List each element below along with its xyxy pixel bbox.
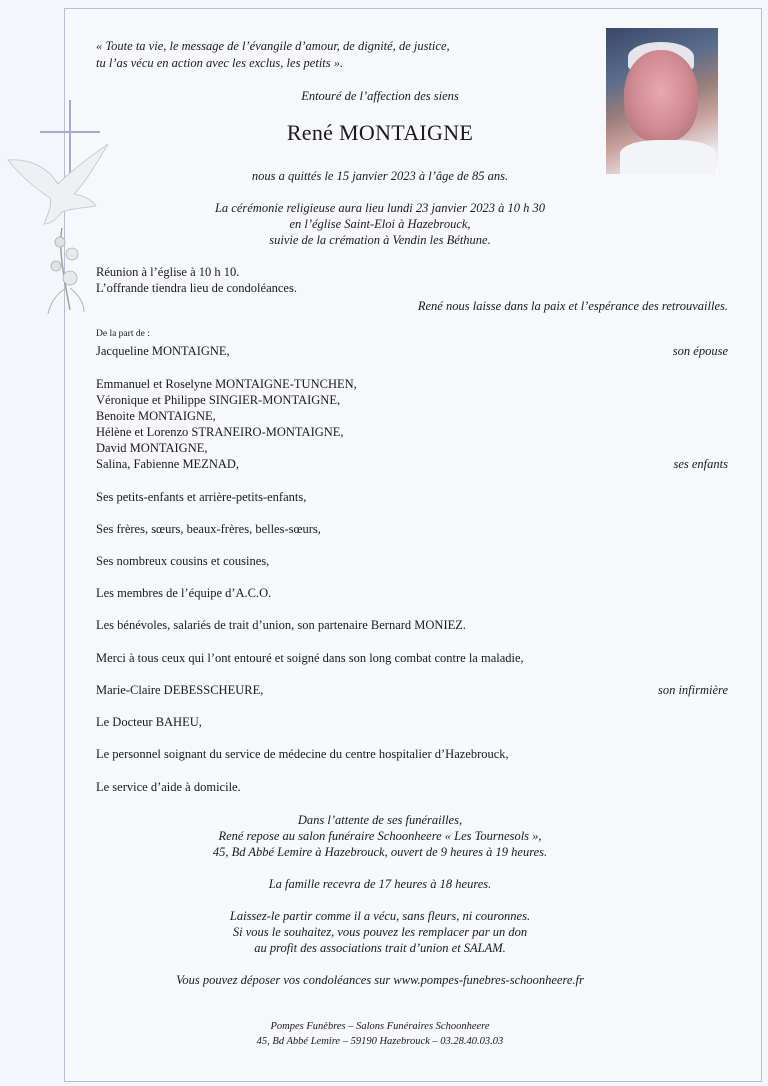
nurse-name: Marie-Claire DEBESSCHEURE,	[96, 683, 264, 697]
family-line: Les membres de l’équipe d’A.C.O.	[96, 586, 272, 600]
spouse-name: Jacqueline MONTAIGNE,	[96, 344, 230, 358]
cross-horizontal	[40, 131, 100, 133]
child-name: Salina, Fabienne MEZNAD,	[96, 457, 240, 471]
thanks-line: Le Docteur BAHEU,	[96, 715, 202, 729]
peace-note: René nous laisse dans la paix et l’espérance des retrouvailles.	[417, 299, 728, 313]
family-line: Ses frères, sœurs, beaux-frères, belles-sœurs,	[96, 522, 321, 536]
ceremony-line-1: La cérémonie religieuse aura lieu lundi 23 janvier 2023 à 10 h 30	[214, 201, 546, 215]
deceased-name: René MONTAIGNE	[286, 120, 474, 145]
thanks-line: Merci à tous ceux qui l’ont entouré et soigné dans son long combat contre la maladie,	[96, 651, 524, 665]
flowers-line-1: Laissez-le partir comme il a vécu, sans fleurs, ni couronnes.	[229, 909, 531, 923]
opening-quote	[96, 38, 516, 72]
death-notice: nous a quittés le 15 janvier 2023 à l’âge de 85 ans.	[251, 169, 509, 183]
thanks-line: Le personnel soignant du service de médecine du centre hospitalier d’Hazebrouck,	[96, 747, 509, 761]
family-line: Ses petits-enfants et arrière-petits-enfants,	[96, 490, 307, 504]
flowers-line-3: au profit des associations trait d’union et SALAM.	[254, 941, 506, 955]
from-label: De la part de :	[96, 329, 150, 339]
ceremony-line-2: en l’église Saint-Eloi à Hazebrouck,	[289, 217, 471, 231]
footer-line-1: Pompes Funèbres – Salons Funéraires Schoonheere	[270, 1021, 490, 1032]
footer-line-2: 45, Bd Abbé Lemire – 59190 Hazebrouck – 03.28.40.03.03	[256, 1036, 504, 1047]
portrait-shirt	[620, 140, 716, 174]
portrait-face	[624, 50, 698, 142]
funeral-line-3: 45, Bd Abbé Lemire à Hazebrouck, ouvert de 9 heures à 19 heures.	[212, 845, 548, 859]
family-receive: La famille recevra de 17 heures à 18 heures.	[268, 877, 492, 891]
child-name: David MONTAIGNE,	[96, 441, 208, 455]
portrait-photo	[606, 28, 718, 174]
child-name: Emmanuel et Roselyne MONTAIGNE-TUNCHEN,	[96, 377, 357, 391]
family-line: Ses nombreux cousins et cousines,	[96, 554, 270, 568]
quote-line-1: « Toute ta vie, le message de l’évangile d’amour, de dignité, de justice,	[96, 39, 450, 53]
child-name: Hélène et Lorenzo STRANEIRO-MONTAIGNE,	[96, 425, 344, 439]
ceremony-line-3: suivie de la crémation à Vendin les Béthune.	[269, 233, 491, 247]
quote-line-2: tu l’as vécu en action avec les exclus, les petits ».	[96, 56, 344, 70]
condolences-line: Vous pouvez déposer vos condoléances sur www.pompes-funebres-schoonheere.fr	[176, 973, 584, 987]
funeral-line-2: René repose au salon funéraire Schoonheere « Les Tournesols »,	[218, 829, 542, 843]
nurse-role: son infirmière	[657, 683, 728, 697]
funeral-line-1: Dans l’attente de ses funérailles,	[297, 813, 463, 827]
child-name: Véronique et Philippe SINGIER-MONTAIGNE,	[96, 393, 341, 407]
spouse-role: son épouse	[672, 344, 728, 358]
flowers-line-2: Si vous le souhaitez, vous pouvez les remplacer par un don	[232, 925, 528, 939]
meeting-line-2: L’offrande tiendra lieu de condoléances.	[96, 281, 297, 295]
family-line: Les bénévoles, salariés de trait d’union, son partenaire Bernard MONIEZ.	[96, 618, 467, 632]
intro-line: Entouré de l’affection des siens	[301, 89, 459, 103]
meeting-line-1: Réunion à l’église à 10 h 10.	[96, 265, 240, 279]
children-role: ses enfants	[673, 457, 728, 471]
child-name: Benoite MONTAIGNE,	[96, 409, 216, 423]
thanks-line: Le service d’aide à domicile.	[96, 780, 241, 794]
